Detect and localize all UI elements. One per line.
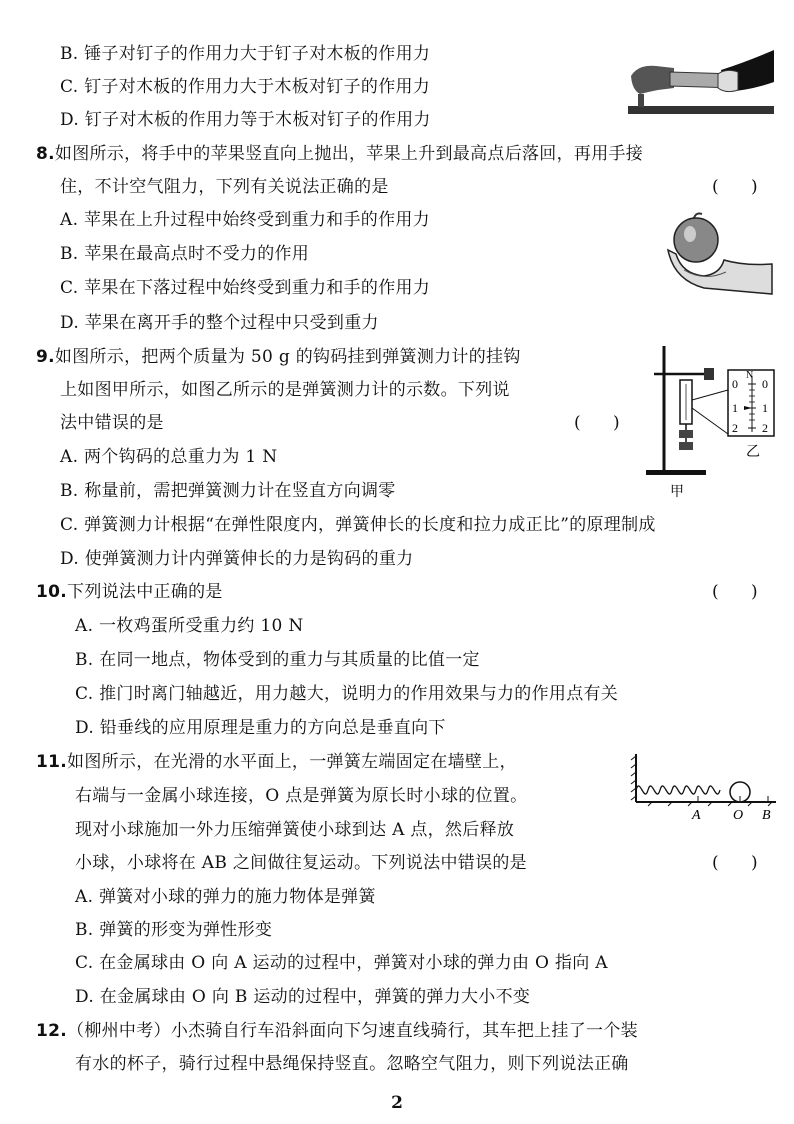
q11-stem-text1: 如图所示，在光滑的水平面上，一弹簧左端固定在墙壁上，: [67, 752, 517, 772]
q9-answer-paren: ( ): [574, 413, 620, 433]
q12-number: 12.: [36, 1021, 68, 1041]
q8-stem-line1: [36, 143, 643, 165]
q10-option-c: C. 推门时离门轴越近，用力越大，说明力的作用效果与力的作用点有关: [75, 684, 619, 704]
page-number: 2: [391, 1093, 403, 1113]
figure-label-jia: 甲: [670, 484, 684, 500]
q10-stem-text: 下列说法中正确的是: [67, 582, 223, 602]
q8-stem-line2: 住，不计空气阻力，下列有关说法正确的是: [60, 177, 389, 197]
label-o: O: [733, 808, 744, 822]
q11-stem-line1: [36, 751, 517, 773]
q10-stem-line: [36, 581, 223, 603]
label-a: A: [692, 808, 701, 822]
q8-option-c: C. 苹果在下落过程中始终受到重力和手的作用力: [60, 278, 431, 298]
q10-option-a: A. 一枚鸡蛋所受重力约 10 N: [75, 616, 304, 636]
scale-unit-label: N: [746, 370, 754, 381]
q12-stem-text1: （柳州中考）小杰骑自行车沿斜面向下匀速直线骑行，其车把上挂了一个装: [67, 1021, 638, 1041]
q9-option-d: D. 使弹簧测力计内弹簧伸长的力是钩码的重力: [60, 549, 414, 569]
scale-tick-right-1: 1: [762, 401, 768, 415]
scale-tick-left-0: 0: [732, 377, 738, 391]
apple-hand-figure: [664, 210, 774, 300]
figure-label-yi: 乙: [746, 444, 760, 460]
q9-stem-text1: 如图所示，把两个质量为 50 g 的钩码挂到弹簧测力计的挂钩: [54, 347, 521, 367]
label-b: B: [762, 808, 771, 822]
q10-answer-paren: ( ): [712, 582, 758, 602]
q9-option-c: C. 弹簧测力计根据“在弹性限度内，弹簧伸长的长度和拉力成正比”的原理制成: [60, 515, 656, 535]
q7-option-d: D. 钉子对木板的作用力等于木板对钉子的作用力: [60, 110, 431, 130]
q12-stem-line2: 有水的杯子，骑行过程中悬绳保持竖直。忽略空气阻力，则下列说法正确: [75, 1054, 629, 1074]
q12-stem-line1: [36, 1020, 638, 1042]
q8-option-a: A. 苹果在上升过程中始终受到重力和手的作用力: [60, 210, 430, 230]
scale-tick-left-2: 2: [732, 421, 738, 435]
q8-option-d: D. 苹果在离开手的整个过程中只受到重力: [60, 313, 379, 333]
q11-stem-line4: 小球，小球将在 AB 之间做往复运动。下列说法中错误的是: [75, 853, 527, 873]
q11-stem-line2: 右端与一金属小球连接，O 点是弹簧为原长时小球的位置。: [75, 786, 528, 806]
q11-stem-line3: 现对小球施加一外力压缩弹簧使小球到达 A 点，然后释放: [75, 820, 515, 840]
q7-option-b: B. 锤子对钉子的作用力大于钉子对木板的作用力: [60, 44, 431, 64]
q9-number: 9.: [36, 347, 55, 367]
q8-stem-text1: 如图所示，将手中的苹果竖直向上抛出，苹果上升到最高点后落回，再用手接: [54, 144, 644, 164]
q11-number: 11.: [36, 752, 68, 772]
q9-stem-line3: 法中错误的是: [60, 413, 164, 433]
q10-number: 10.: [36, 582, 68, 602]
q11-option-b: B. 弹簧的形变为弹性形变: [75, 920, 273, 940]
q10-option-b: B. 在同一地点，物体受到的重力与其质量的比值一定: [75, 650, 480, 670]
q9-option-a: A. 两个钩码的总重力为 1 N: [60, 447, 278, 467]
q8-option-b: B. 苹果在最高点时不受力的作用: [60, 244, 310, 264]
q9-option-b: B. 称量前，需把弹簧测力计在竖直方向调零: [60, 481, 396, 501]
spring-ball-figure: [628, 750, 778, 822]
spring-scale-figure: [640, 344, 780, 504]
q11-answer-paren: ( ): [712, 853, 758, 873]
q11-option-a: A. 弹簧对小球的弹力的施力物体是弹簧: [75, 887, 376, 907]
q9-stem-line2: 上如图甲所示，如图乙所示的是弹簧测力计的示数。下列说: [60, 380, 510, 400]
scale-tick-right-2: 2: [762, 421, 768, 435]
q8-answer-paren: ( ): [712, 177, 758, 197]
q9-stem-line1: [36, 346, 521, 368]
q8-number: 8.: [36, 144, 55, 164]
hammer-nail-figure: [626, 42, 776, 117]
q11-option-c: C. 在金属球由 O 向 A 运动的过程中，弹簧对小球的弹力由 O 指向 A: [75, 953, 608, 973]
q10-option-d: D. 铅垂线的应用原理是重力的方向总是垂直向下: [75, 718, 446, 738]
q11-option-d: D. 在金属球由 O 向 B 运动的过程中，弹簧的弹力大小不变: [75, 987, 531, 1007]
scale-tick-left-1: 1: [732, 401, 738, 415]
q7-option-c: C. 钉子对木板的作用力大于木板对钉子的作用力: [60, 77, 431, 97]
scale-tick-right-0: 0: [762, 377, 768, 391]
